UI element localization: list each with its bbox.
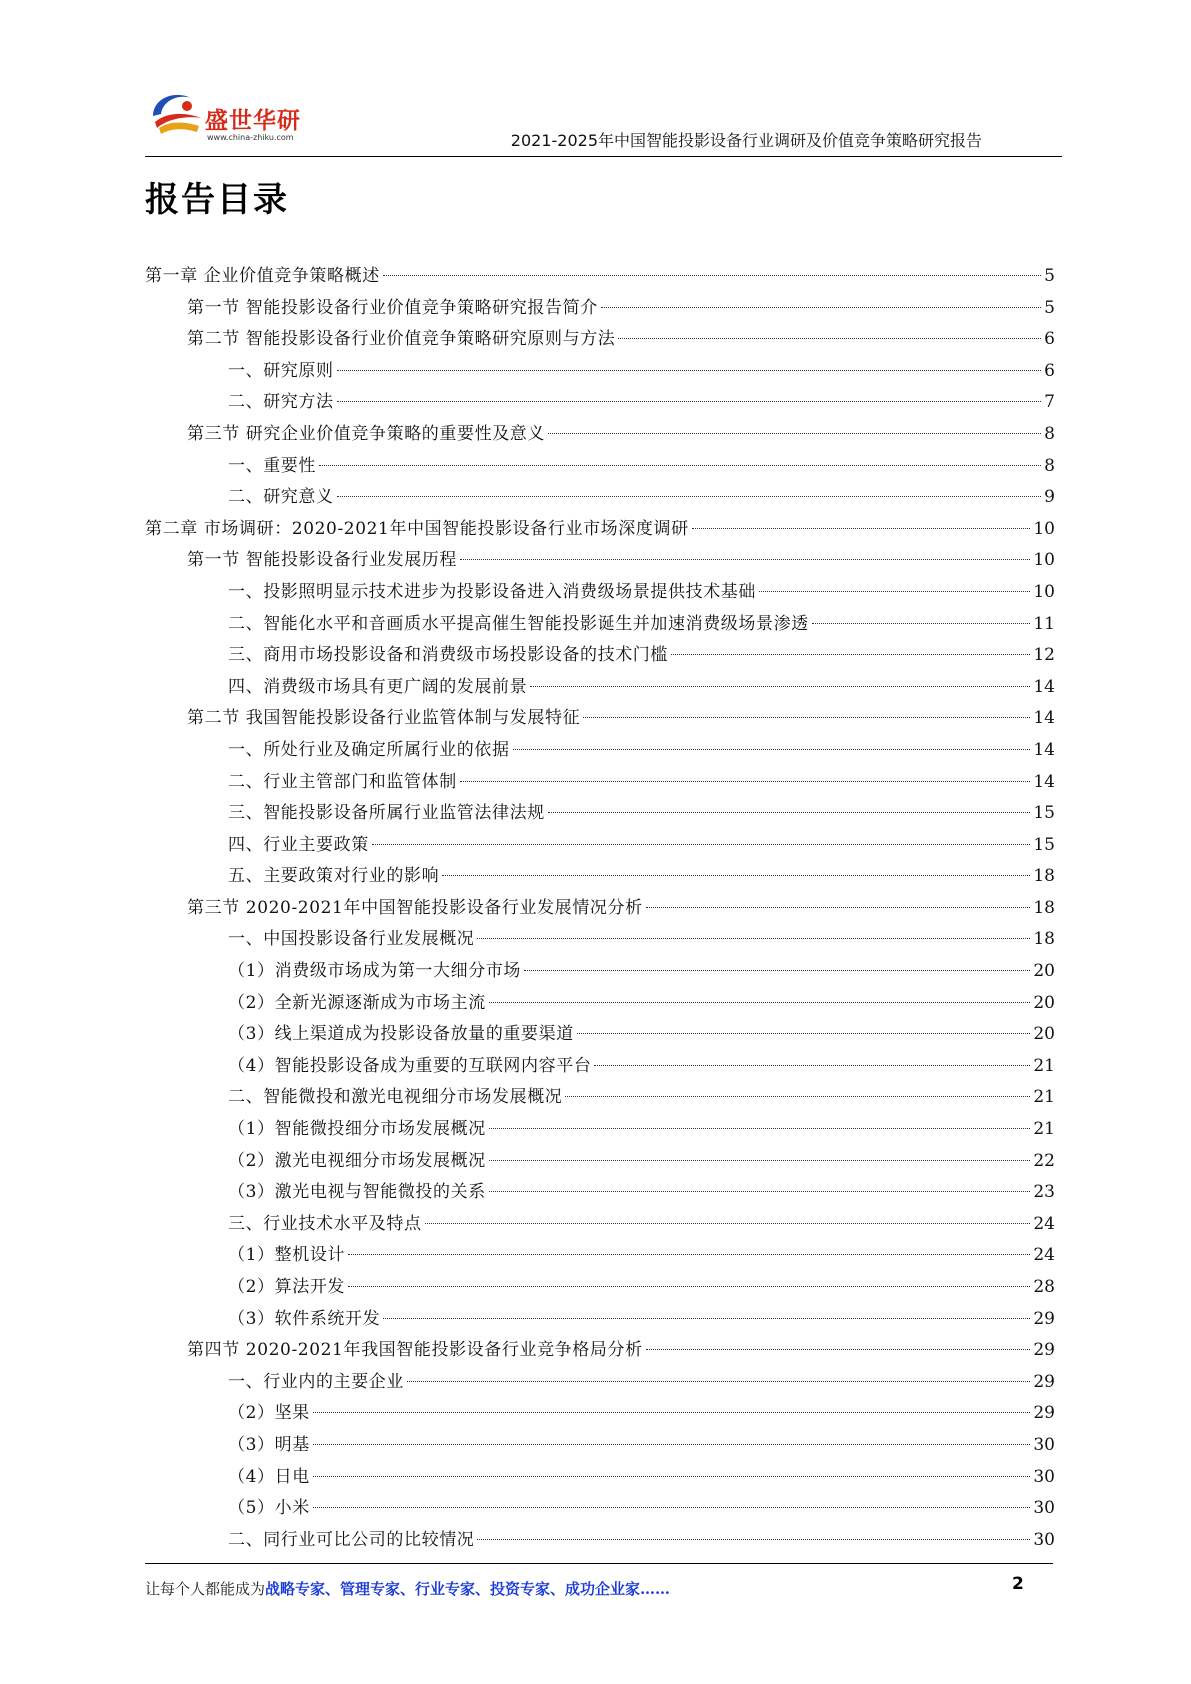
toc-entry-title: 一、重要性 [228,455,316,476]
toc-entry-title: 二、行业主管部门和监管体制 [228,771,457,792]
logo-url: www.china-zhiku.com [207,133,294,142]
toc-dot-leader [313,1444,1031,1445]
toc-entry-title: 四、消费级市场具有更广阔的发展前景 [228,676,528,697]
toc-entry-title: 二、同行业可比公司的比较情况 [228,1529,475,1550]
toc-dot-leader [337,401,1042,402]
footer-slogan [145,1578,670,1599]
toc-entry-title: 四、行业主要政策 [228,834,369,855]
header-divider [145,156,1062,157]
toc-entry-title: （3）激光电视与智能微投的关系 [228,1182,486,1203]
toc-entry-title: （3）软件系统开发 [228,1308,381,1329]
toc-entry[interactable] [145,1146,1055,1178]
toc-entry[interactable] [145,1430,1055,1462]
toc-entry[interactable] [145,703,1055,735]
toc-entry-title: 第三节 研究企业价值竞争策略的重要性及意义 [187,423,546,444]
toc-entry[interactable] [145,1082,1055,1114]
toc-entry-page: 10 [1033,581,1055,602]
toc-entry-page: 18 [1033,897,1055,918]
toc-dot-leader [812,623,1031,624]
toc-dot-leader [548,812,1031,813]
toc-dot-leader [565,1096,1030,1097]
toc-entry-page: 15 [1033,803,1055,824]
toc-entry[interactable] [145,293,1055,325]
toc-entry-page: 7 [1044,392,1055,413]
toc-entry[interactable] [145,609,1055,641]
toc-entry-page: 12 [1033,645,1055,666]
toc-entry-page: 22 [1033,1150,1055,1171]
toc-entry-title: 一、所处行业及确定所属行业的依据 [228,739,510,760]
toc-entry-title: 二、智能化水平和音画质水平提高催生智能投影诞生并加速消费级场景渗透 [228,613,809,634]
toc-entry[interactable] [145,577,1055,609]
toc-entry-page: 6 [1044,329,1055,350]
toc-entry-title: （4）智能投影设备成为重要的互联网内容平台 [228,1055,592,1076]
toc-entry-title: （1）智能微投细分市场发展概况 [228,1119,486,1140]
toc-entry-title: 二、智能微投和激光电视细分市场发展概况 [228,1087,563,1108]
footer-divider [145,1563,1053,1564]
toc-entry-title: 第三节 2020-2021年中国智能投影设备行业发展情况分析 [187,897,643,918]
toc-dot-leader [692,528,1031,529]
toc-entry[interactable] [145,1051,1055,1083]
toc-entry[interactable] [145,1114,1055,1146]
toc-entry-page: 21 [1033,1055,1055,1076]
toc-entry-title: （3）明基 [228,1434,310,1455]
toc-entry-title: 三、商用市场投影设备和消费级市场投影设备的技术门槛 [228,645,668,666]
toc-entry-page: 30 [1033,1529,1055,1550]
toc-entry-title: 第二节 我国智能投影设备行业监管体制与发展特征 [187,708,581,729]
toc-entry-title: 一、投影照明显示技术进步为投影设备进入消费级场景提供技术基础 [228,581,756,602]
toc-entry-title: （2）全新光源逐渐成为市场主流 [228,992,486,1013]
toc-entry-page: 5 [1044,266,1055,286]
toc-entry-page: 15 [1033,834,1055,855]
page-header [145,80,1062,158]
toc-dot-leader [460,781,1031,782]
toc-dot-leader [489,1160,1031,1161]
toc-entry-title: 第一章 企业价值竞争策略概述 [145,266,380,286]
page-number: 2 [1012,1574,1024,1594]
toc-dot-leader [460,559,1030,560]
toc-entry-page: 18 [1033,929,1055,950]
toc-entry-title: 一、行业内的主要企业 [228,1371,404,1392]
toc-entry-title: （5）小米 [228,1498,310,1519]
toc-entry-title: 第四节 2020-2021年我国智能投影设备行业竞争格局分析 [187,1340,643,1361]
toc-entry-title: 二、研究意义 [228,487,334,508]
toc-entry-page: 6 [1044,360,1055,381]
toc-dot-leader [646,1349,1031,1350]
toc-dot-leader [337,496,1042,497]
toc-entry-page: 29 [1033,1308,1055,1329]
toc-entry-title: 二、研究方法 [228,392,334,413]
toc-entry-title: 五、主要政策对行业的影响 [228,866,440,887]
toc-entry-page: 5 [1044,297,1055,318]
toc-entry-title: 一、研究原则 [228,360,334,381]
toc-entry-page: 24 [1033,1213,1055,1234]
toc-entry[interactable] [145,1019,1055,1051]
toc-entry-page: 10 [1033,518,1055,539]
toc-dot-leader [530,686,1030,687]
toc-entry[interactable] [145,545,1055,577]
toc-dot-leader [383,1318,1030,1319]
toc-entry[interactable] [145,387,1055,419]
toc-entry-page: 11 [1033,613,1055,634]
toc-dot-leader [319,465,1041,466]
logo-name: 盛世华研 [205,108,301,134]
toc-dot-leader [618,338,1041,339]
toc-dot-leader [313,1412,1031,1413]
toc-dot-leader [489,1128,1031,1129]
toc-entry-page: 14 [1033,771,1055,792]
company-logo [145,80,320,146]
toc-entry-title: （2）算法开发 [228,1277,346,1297]
toc-entry-title: 第一节 智能投影设备行业价值竞争策略研究报告简介 [187,297,598,318]
toc-dot-leader [337,370,1042,371]
toc-entry[interactable] [145,356,1055,388]
toc-dot-leader [583,717,1030,718]
toc-entry[interactable] [145,324,1055,356]
toc-entry-page: 20 [1033,992,1055,1013]
toc-entry-title: 三、行业技术水平及特点 [228,1213,422,1234]
toc-entry-page: 29 [1033,1371,1055,1392]
toc-dot-leader [477,1539,1030,1540]
toc-entry[interactable] [145,988,1055,1020]
toc-entry-page: 14 [1033,739,1055,760]
toc-entry[interactable] [145,1462,1055,1494]
table-of-contents [145,261,1055,1556]
toc-entry-title: （1）消费级市场成为第一大细分市场 [228,961,522,982]
toc-entry-page: 28 [1033,1277,1055,1297]
toc-dot-leader [313,1476,1031,1477]
toc-entry[interactable] [145,830,1055,862]
toc-dot-leader [594,1065,1030,1066]
logo-emblem-icon [145,86,207,142]
toc-dot-leader [383,275,1041,276]
toc-entry-page: 30 [1033,1498,1055,1519]
toc-entry-page: 10 [1033,550,1055,571]
toc-dot-leader [407,1381,1030,1382]
toc-dot-leader [548,433,1041,434]
toc-entry[interactable] [145,419,1055,451]
toc-entry-title: （4）日电 [228,1466,310,1487]
toc-entry[interactable] [145,1398,1055,1430]
toc-dot-leader [477,938,1030,939]
toc-entry[interactable] [145,1304,1055,1336]
toc-dot-leader [372,844,1031,845]
toc-entry-title: 三、智能投影设备所属行业监管法律法规 [228,803,545,824]
toc-entry[interactable] [145,514,1055,546]
toc-entry-page: 18 [1033,866,1055,887]
toc-entry-page: 20 [1033,1024,1055,1045]
toc-dot-leader [577,1033,1031,1034]
toc-dot-leader [646,907,1031,908]
toc-entry[interactable] [145,672,1055,704]
toc-entry[interactable] [145,924,1055,956]
toc-entry[interactable] [145,1272,1055,1304]
toc-entry[interactable] [145,640,1055,672]
toc-entry-page: 29 [1033,1340,1055,1361]
toc-dot-leader [524,970,1030,971]
toc-dot-leader [759,591,1030,592]
toc-entry[interactable] [145,1240,1055,1272]
toc-dot-leader [513,749,1031,750]
toc-entry-page: 29 [1033,1403,1055,1424]
toc-entry-title: 第二节 智能投影设备行业价值竞争策略研究原则与方法 [187,329,616,350]
toc-entry[interactable] [145,893,1055,925]
toc-entry-page: 23 [1033,1182,1055,1203]
footer-slogan-roles: 战略专家、管理专家、行业专家、投资专家、成功企业家…… [265,1580,671,1598]
toc-dot-leader [313,1507,1031,1508]
toc-entry[interactable] [145,1525,1055,1557]
toc-entry[interactable] [145,798,1055,830]
footer-slogan-lead: 让每个人都能成为 [145,1580,266,1598]
toc-entry-page: 14 [1033,708,1055,729]
report-title: 2021-2025年中国智能投影设备行业调研及价值竞争策略研究报告 [510,131,982,150]
toc-entry[interactable] [145,1335,1055,1367]
toc-entry[interactable] [145,1493,1055,1525]
toc-dot-leader [489,1191,1031,1192]
toc-entry[interactable] [145,735,1055,767]
toc-dot-leader [489,1002,1031,1003]
toc-entry[interactable] [145,956,1055,988]
toc-entry-title: 第二章 市场调研：2020-2021年中国智能投影设备行业市场深度调研 [145,518,689,539]
toc-entry[interactable] [145,482,1055,514]
toc-entry[interactable] [145,451,1055,483]
toc-entry-title: 第一节 智能投影设备行业发展历程 [187,550,458,571]
toc-entry-title: （2）激光电视细分市场发展概况 [228,1150,486,1171]
toc-dot-leader [671,654,1030,655]
toc-entry-page: 8 [1044,455,1055,476]
toc-entry-title: （3）线上渠道成为投影设备放量的重要渠道 [228,1024,574,1045]
toc-entry-title: （2）坚果 [228,1403,310,1424]
toc-dot-leader [348,1286,1030,1287]
toc-dot-leader [348,1254,1030,1255]
toc-dot-leader [442,875,1030,876]
toc-dot-leader [601,307,1041,308]
toc-entry-page: 20 [1033,961,1055,982]
toc-entry[interactable] [145,261,1055,293]
toc-entry-page: 30 [1033,1434,1055,1455]
page-title: 报告目录 [145,180,289,220]
toc-entry-page: 8 [1044,423,1055,444]
toc-entry-page: 21 [1033,1087,1055,1108]
toc-entry-page: 14 [1033,676,1055,697]
toc-entry[interactable] [145,861,1055,893]
toc-entry[interactable] [145,1367,1055,1399]
toc-entry[interactable] [145,1209,1055,1241]
toc-entry-page: 24 [1033,1245,1055,1266]
toc-entry[interactable] [145,1177,1055,1209]
toc-entry-page: 9 [1044,487,1055,508]
toc-entry-title: 一、中国投影设备行业发展概况 [228,929,475,950]
toc-entry-page: 21 [1033,1119,1055,1140]
toc-entry-page: 30 [1033,1466,1055,1487]
toc-dot-leader [425,1223,1031,1224]
toc-entry-title: （1）整机设计 [228,1245,346,1266]
toc-entry[interactable] [145,767,1055,799]
